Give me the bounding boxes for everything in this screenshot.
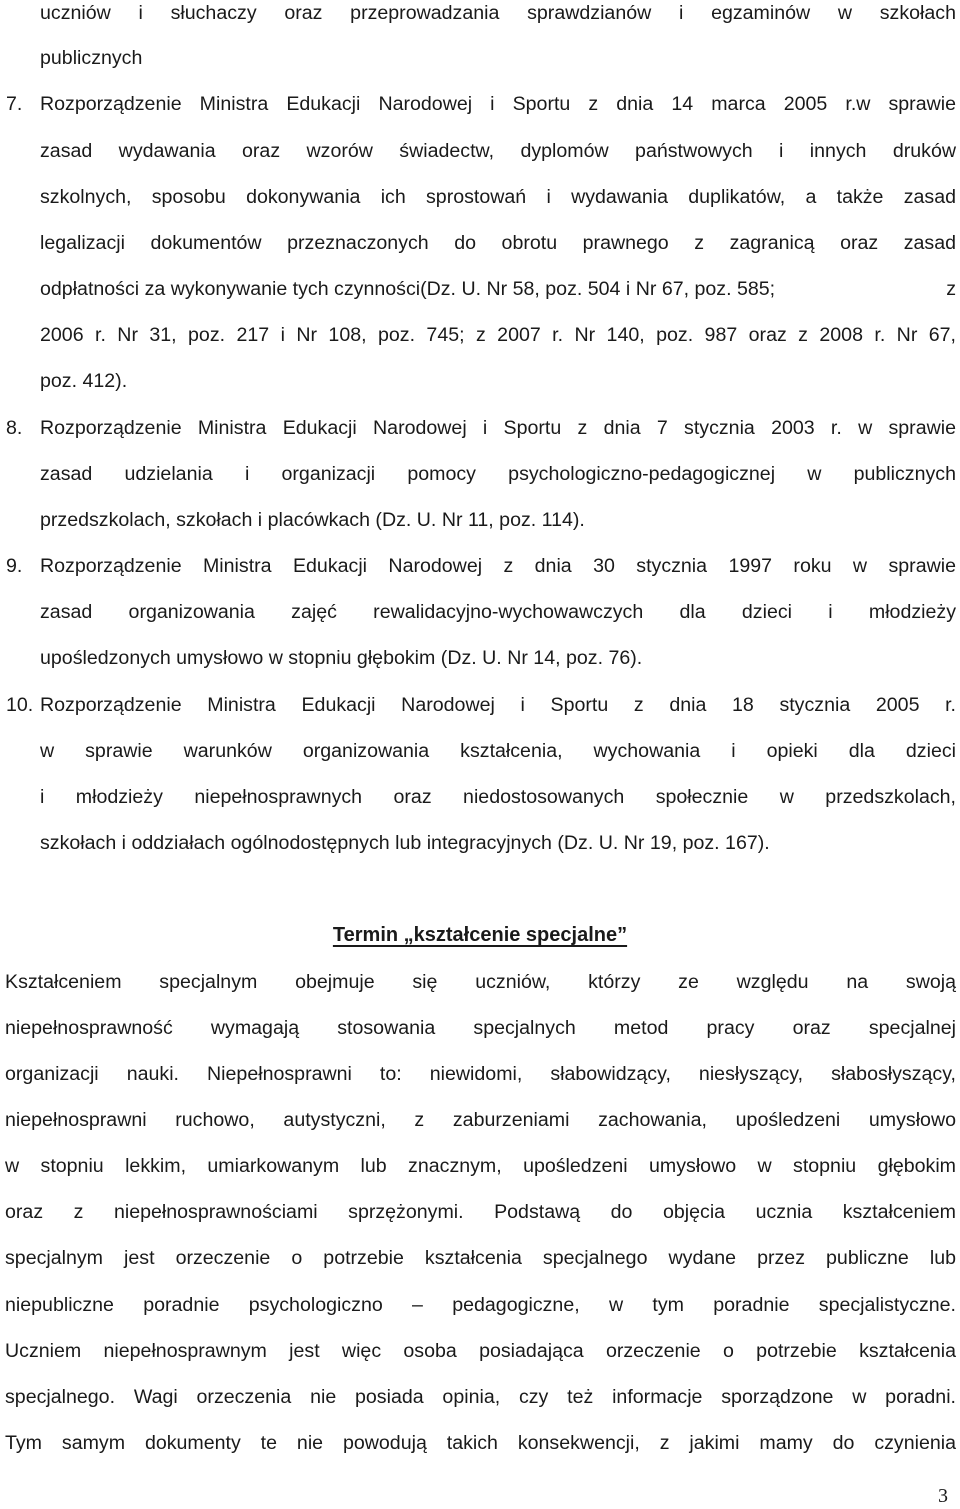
section-heading: Termin „kształcenie specjalne” (332, 924, 628, 946)
body-line-8: niepubliczne poradnie psychologiczno – pedagogiczne, w tym poradnie specjalistyczne. (5, 1294, 956, 1316)
list-number-10: 10. (6, 694, 34, 716)
list-continuation-line-2: publicznych (40, 47, 143, 69)
body-line-5: w stopniu lekkim, umiarkowanym lub znacznym, upośledzeni umysłowo w stopniu głębokim (5, 1155, 956, 1177)
item7-line-6: 2006 r. Nr 31, poz. 217 i Nr 108, poz. 745; z 2007 r. Nr 140, poz. 987 oraz z 2008 r. Nr 67, (40, 324, 956, 346)
item10-line-3: i młodzieży niepełnosprawnych oraz niedostosowanych społecznie w przedszkolach, (40, 786, 956, 808)
body-line-11: Tym samym dokumenty te nie powodują takich konsekwencji, z jakimi mamy do czynienia (5, 1432, 956, 1454)
item10-line-4: szkołach i oddziałach ogólnodostępnych lub integracyjnych (Dz. U. Nr 19, poz. 167). (40, 832, 770, 854)
item10-line-1: Rozporządzenie Ministra Edukacji Narodowej i Sportu z dnia 18 stycznia 2005 r. (40, 694, 956, 716)
item7-line-2: zasad wydawania oraz wzorów świadectw, dyplomów państwowych i innych druków (40, 140, 956, 162)
body-line-9: Uczniem niepełnosprawnym jest więc osoba posiadająca orzeczenie o potrzebie kształcenia (5, 1340, 956, 1362)
item7-line-5 (40, 276, 956, 302)
item7-line-3: szkolnych, sposobu dokonywania ich sprostowań i wydawania duplikatów, a także zasad (40, 186, 956, 208)
item7-line-7: poz. 412). (40, 370, 128, 392)
item9-line-1: Rozporządzenie Ministra Edukacji Narodowej z dnia 30 stycznia 1997 roku w sprawie (40, 555, 956, 577)
body-line-2: niepełnosprawność wymagają stosowania specjalnych metod pracy oraz specjalnej (5, 1017, 956, 1039)
item9-line-3: upośledzonych umysłowo w stopniu głębokim (Dz. U. Nr 14, poz. 76). (40, 647, 643, 669)
item7-line-1: Rozporządzenie Ministra Edukacji Narodowej i Sportu z dnia 14 marca 2005 r.w sprawie (40, 93, 956, 115)
list-number-8: 8. (6, 417, 23, 439)
body-line-4: niepełnosprawni ruchowo, autystyczni, z zaburzeniami zachowania, upośledzeni umysłowo (5, 1109, 956, 1131)
item8-line-1: Rozporządzenie Ministra Edukacji Narodowej i Sportu z dnia 7 stycznia 2003 r. w sprawie (40, 417, 956, 439)
body-line-3: organizacji nauki. Niepełnosprawni to: niewidomi, słabowidzący, niesłyszący, słabosłyszący, (5, 1063, 956, 1085)
list-number-7: 7. (6, 93, 23, 115)
body-line-7: specjalnym jest orzeczenie o potrzebie kształcenia specjalnego wydane przez publiczne lub (5, 1247, 956, 1269)
item10-line-2: w sprawie warunków organizowania kształcenia, wychowania i opieki dla dzieci (40, 740, 956, 762)
item7-line-4: legalizacji dokumentów przeznaczonych do obrotu prawnego z zagranicą oraz zasad (40, 232, 956, 254)
item9-line-2: zasad organizowania zajęć rewalidacyjno-wychowawczych dla dzieci i młodzieży (40, 601, 956, 623)
list-number-9: 9. (6, 555, 23, 577)
item8-line-3: przedszkolach, szkołach i placówkach (Dz. U. Nr 11, poz. 114). (40, 509, 585, 531)
item7-line-5-z: z (946, 278, 956, 300)
item7-line-5-text: odpłatności za wykonywanie tych czynności(Dz. U. Nr 58, poz. 504 i Nr 67, poz. 585; (40, 278, 776, 300)
list-continuation-line-1: uczniów i słuchaczy oraz przeprowadzania sprawdzianów i egzaminów w szkołach (40, 2, 956, 24)
body-line-1: Kształceniem specjalnym obejmuje się uczniów, którzy ze względu na swoją (5, 971, 956, 993)
body-line-10: specjalnego. Wagi orzeczenia nie posiada opinia, czy też informacje sporządzone w poradni. (5, 1386, 956, 1408)
body-line-6: oraz z niepełnosprawnościami sprzężonymi. Podstawą do objęcia ucznia kształceniem (5, 1201, 956, 1223)
page-number: 3 (938, 1485, 948, 1507)
item8-line-2: zasad udzielania i organizacji pomocy psychologiczno-pedagogicznej w publicznych (40, 463, 956, 485)
